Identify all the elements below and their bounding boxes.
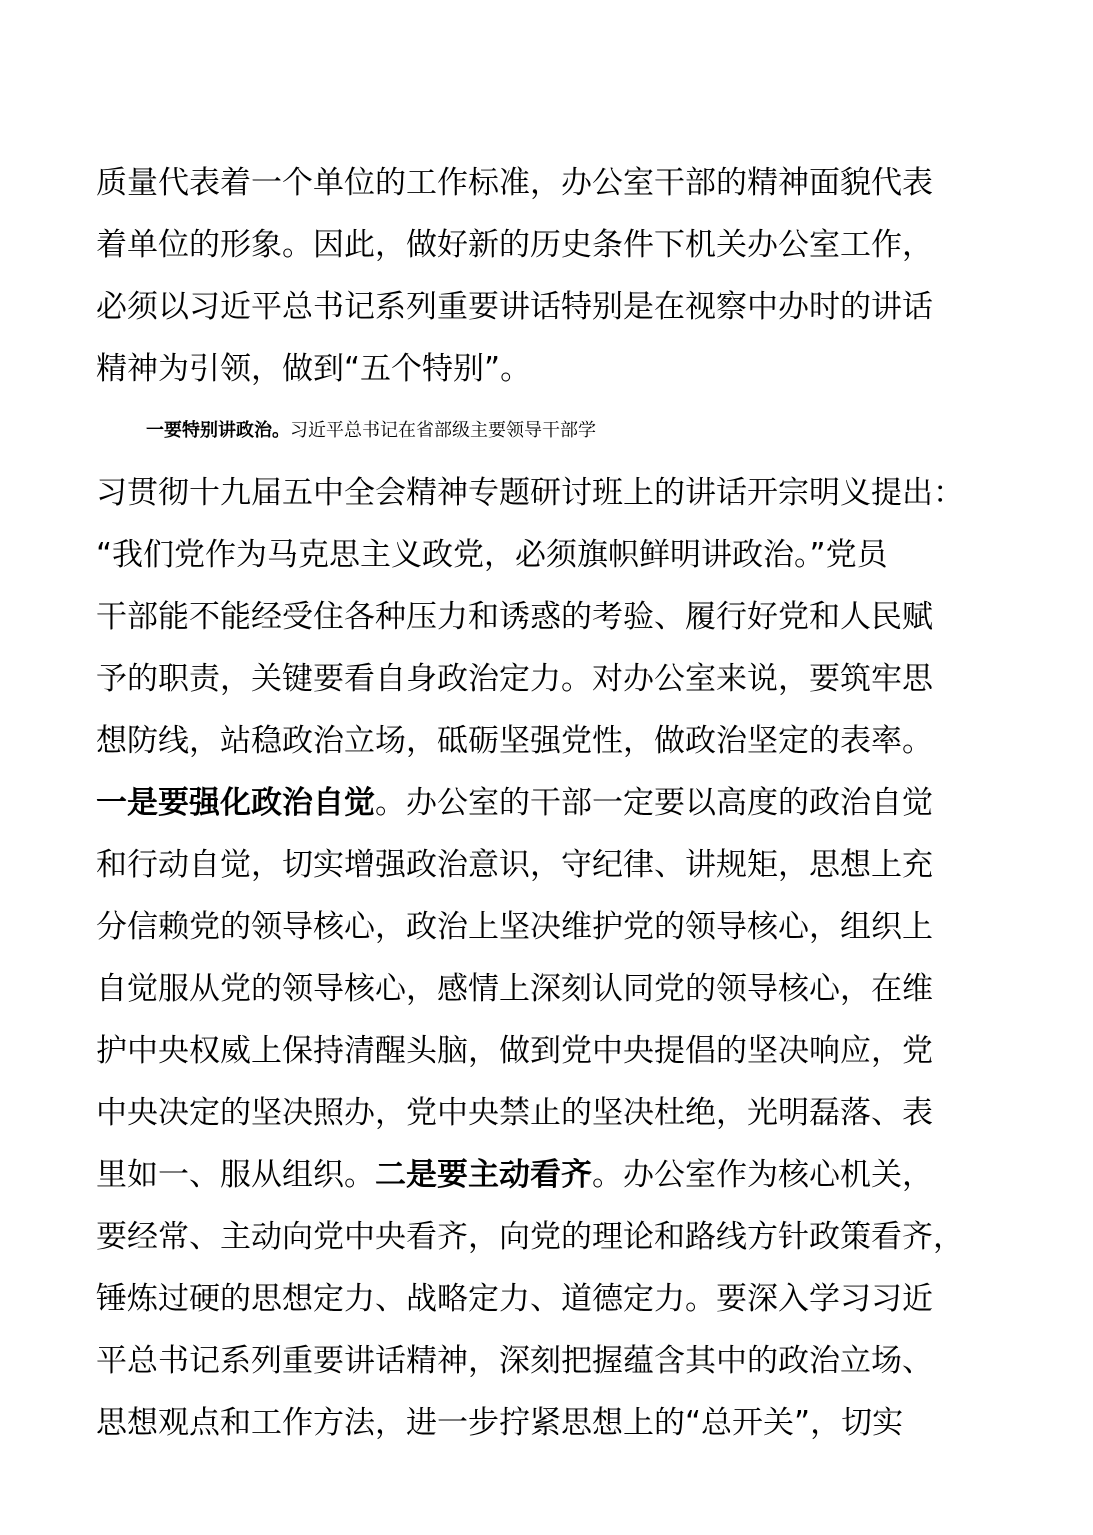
text-run: 精神为引领，做到“五个特别”。 bbox=[96, 351, 532, 387]
bold-heading-run: 一要特别讲政治。 bbox=[146, 420, 290, 441]
text-run: 。办公室的干部一定要以高度的政治自觉 bbox=[375, 785, 933, 821]
text-line-19 bbox=[96, 1267, 1056, 1331]
text-line-1 bbox=[96, 151, 1056, 215]
text-line-6 bbox=[96, 461, 1056, 525]
text-run: 分信赖党的领导核心，政治上坚决维护党的领导核心，组织上 bbox=[96, 909, 933, 945]
text-line-2 bbox=[96, 213, 1056, 277]
text-line-12 bbox=[96, 833, 1056, 897]
text-line-5 bbox=[146, 399, 1093, 463]
text-line-15 bbox=[96, 1019, 1056, 1083]
text-line-10 bbox=[96, 709, 1056, 773]
text-run: 予的职责，关键要看自身政治定力。对办公室来说，要筑牢思 bbox=[96, 661, 933, 697]
text-line-9 bbox=[96, 647, 1056, 711]
text-run: 自觉服从党的领导核心，感情上深刻认同党的领导核心，在维 bbox=[96, 971, 933, 1007]
text-run: 想防线，站稳政治立场，砥砺坚强党性，做政治坚定的表率。 bbox=[96, 723, 933, 759]
text-line-13 bbox=[96, 895, 1056, 959]
text-line-4 bbox=[96, 337, 1056, 401]
text-run: 质量代表着一个单位的工作标准，办公室干部的精神面貌代表 bbox=[96, 165, 933, 201]
text-run: 必须以习近平总书记系列重要讲话特别是在视察中办时的讲话 bbox=[96, 289, 933, 325]
text-line-20 bbox=[96, 1329, 1056, 1393]
text-line-18 bbox=[96, 1205, 1056, 1269]
text-run: 锤炼过硬的思想定力、战略定力、道德定力。要深入学习习近 bbox=[96, 1281, 933, 1317]
text-run: 要经常、主动向党中央看齐，向党的理论和路线方针政策看齐， bbox=[96, 1219, 964, 1255]
text-run: 护中央权威上保持清醒头脑，做到党中央提倡的坚决响应，党 bbox=[96, 1033, 933, 1069]
text-run: 着单位的形象。因此，做好新的历史条件下机关办公室工作， bbox=[96, 227, 933, 263]
bold-heading-run: 一是要强化政治自觉 bbox=[96, 785, 375, 821]
text-line-17 bbox=[96, 1143, 1056, 1207]
text-line-14 bbox=[96, 957, 1056, 1021]
text-line-8 bbox=[96, 585, 1056, 649]
text-run: 干部能不能经受住各种压力和诱惑的考验、履行好党和人民赋 bbox=[96, 599, 933, 635]
text-run: 思想观点和工作方法，进一步拧紧思想上的“总开关”，切实 bbox=[96, 1405, 904, 1441]
text-line-21 bbox=[96, 1391, 1056, 1455]
bold-heading-run: 二是要主动看齐 bbox=[375, 1157, 592, 1193]
text-run: 习近平总书记在省部级主要领导干部学 bbox=[290, 420, 596, 441]
text-run: 平总书记系列重要讲话精神，深刻把握蕴含其中的政治立场、 bbox=[96, 1343, 933, 1379]
text-line-7 bbox=[96, 523, 1056, 587]
text-line-11 bbox=[96, 771, 1056, 835]
text-line-16 bbox=[96, 1081, 1056, 1145]
text-run: 里如一、服从组织。 bbox=[96, 1157, 375, 1193]
text-run: 。办公室作为核心机关， bbox=[592, 1157, 933, 1193]
text-run: “我们党作为马克思主义政党，必须旗帜鲜明讲政治。”党员 bbox=[96, 537, 888, 573]
text-line-3 bbox=[96, 275, 1056, 339]
text-run: 中央决定的坚决照办，党中央禁止的坚决杜绝，光明磊落、表 bbox=[96, 1095, 933, 1131]
text-run: 和行动自觉，切实增强政治意识，守纪律、讲规矩，思想上充 bbox=[96, 847, 933, 883]
text-run: 习贯彻十九届五中全会精神专题研讨班上的讲话开宗明义提出： bbox=[96, 475, 964, 511]
